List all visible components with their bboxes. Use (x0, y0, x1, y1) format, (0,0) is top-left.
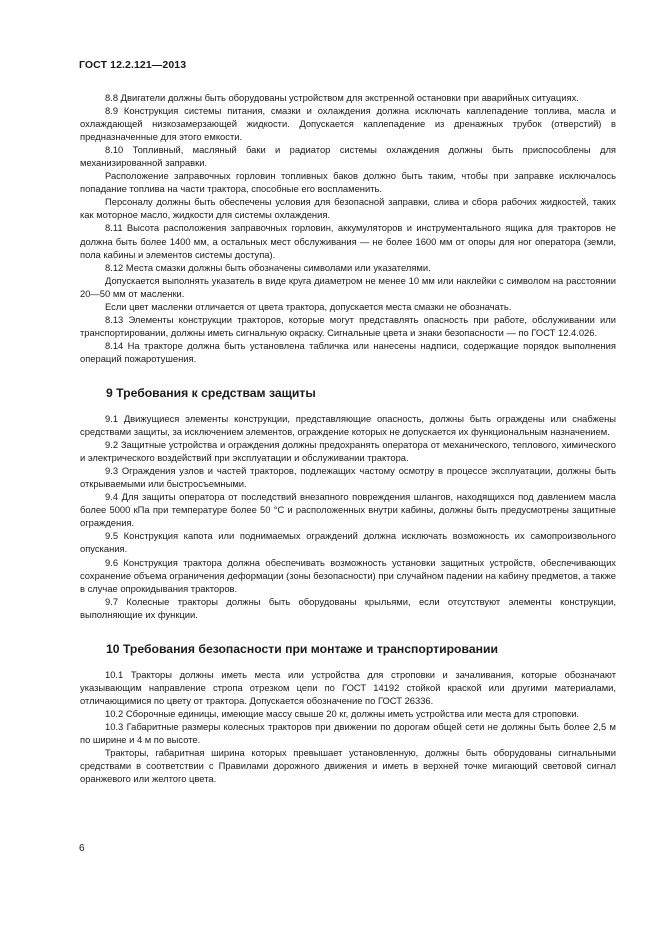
paragraph-8-14: 8.14 На тракторе должна быть установлена табличка или нанесены надписи, содержащие порядок выполнения операций пожаротушения. (80, 339, 616, 364)
paragraph-9-1: 9.1 Движущиеся элементы конструкции, представляющие опасность, должны быть ограждены или снабжены средствами защиты, за исключением элементов, ограждение которых не допускается их функциональным назначением. (80, 412, 616, 438)
paragraph-9-6: 9.6 Конструкция трактора должна обеспечивать возможность установки защитных устройств, обеспечивающих сохранение объема ограничения деформации (зоны безопасности) при случайном падении на кабину предметов, а также в случае опрокидывания тракторов. (80, 556, 616, 594)
paragraph-9-7: 9.7 Колесные тракторы должны быть оборудованы крыльями, если отсутствуют элементы конструкции, выполняющие их функции. (80, 595, 616, 620)
paragraph-8-12: 8.12 Места смазки должны быть обозначены символами или указателями. (105, 261, 431, 273)
section-9-heading: 9 Требования к средствам защиты (106, 385, 316, 400)
paragraph-10-1: 10.1 Тракторы должны иметь места или устройства для строповки и зачаливания, которые обозначают указывающим направление стропа отрезком цепи по ГОСТ 14192 стойкой краской или другими материалами, отличающимися по цвету от трактора. Допускается обозначение по ГОСТ 26336. (80, 668, 616, 706)
paragraph-9-5: 9.5 Конструкция капота или поднимаемых ограждений должна исключать возможность их самопроизвольного опускания. (80, 530, 616, 555)
paragraph-9-3: 9.3 Ограждения узлов и частей тракторов, подлежащих частому осмотру в процессе эксплуатации, должны быть открываемыми или быстросъемными. (80, 465, 616, 490)
paragraph-8-10-b: Персоналу должны быть обеспечены условия для безопасной заправки, слива и сбора рабочих жидкостей, таких как моторное масло, жидкости для системы охлаждения. (80, 196, 616, 221)
paragraph-10-3: 10.3 Габаритные размеры колесных тракторов при движении по дорогам общей сети не должны быть более 2,5 м по ширине и 4 м по высоте. (80, 720, 616, 745)
paragraph-8-8: 8.8 Двигатели должны быть оборудованы устройством для экстренной остановки при аварийных ситуациях. (105, 92, 579, 103)
page-number: 6 (79, 843, 85, 854)
paragraph-8-11: 8.11 Высота расположения заправочных горловин, аккумуляторов и инструментального ящика для тракторов не должна быть более 1400 мм, а остальных мест обслуживания — не более 1600 мм от опоры для ног оператора (земли, пола кабины и элементов системы доступа). (80, 222, 616, 260)
document-body (80, 91, 616, 785)
paragraph-10-3-a: Тракторы, габаритная ширина которых превышает установленную, должны быть оборудованы сигнальными средствами в соответствии с Правилами дорожного движения и иметь в верхней точке мигающий световой сигнал оранжевого или желтого цвета. (80, 747, 616, 785)
paragraph-8-10-a: Расположение заправочных горловин топливных баков должно быть таким, чтобы при заправке исключалось попадание топлива на части трактора, способные его воспламенить. (80, 170, 616, 195)
paragraph-9-2: 9.2 Защитные устройства и ограждения должны предохранять оператора от механического, теплового, химического и электрического воздействий при эксплуатации и обслуживании трактора. (80, 439, 616, 464)
paragraph-8-10: 8.10 Топливный, масляный баки и радиатор системы охлаждения должны быть приспособлены для механизированной заправки. (80, 144, 616, 169)
paragraph-8-13: 8.13 Элементы конструкции тракторов, которые могут представлять опасность при работе, обслуживании или транспортировании, должны иметь сигнальную окраску. Сигнальные цвета и знаки безопасности — по ГОСТ 12.4.026. (80, 313, 616, 338)
paragraph-8-12-b: Если цвет масленки отличается от цвета трактора, допускается места смазки не обозначать. (105, 300, 512, 312)
document-header: ГОСТ 12.2.121—2013 (79, 59, 187, 71)
paragraph-8-9: 8.9 Конструкция системы питания, смазки и охлаждения должна исключать каплепадение топлива, масла и охлаждающей низкозамерзающей жидкости. Допускается каплепадение из дренажных трубок (отверстий) в предназначенные для этого емкости. (80, 105, 616, 143)
section-10-heading: 10 Требования безопасности при монтаже и транспортировании (106, 641, 498, 656)
paragraph-8-12-a: Допускается выполнять указатель в виде круга диаметром не менее 10 мм или наклейки с символом на расстоянии 20—50 мм от масленки. (80, 274, 616, 299)
paragraph-10-2: 10.2 Сборочные единицы, имеющие массу свыше 20 кг, должны иметь устройства или места для строповки. (105, 707, 580, 719)
paragraph-9-4: 9.4 Для защиты оператора от последствий внезапного повреждения шлангов, находящихся под давлением масла более 5000 кПа при температуре более 50 °С и расположенных внутри кабины, должны быть предусмотрены защитные ограждения. (80, 491, 616, 529)
